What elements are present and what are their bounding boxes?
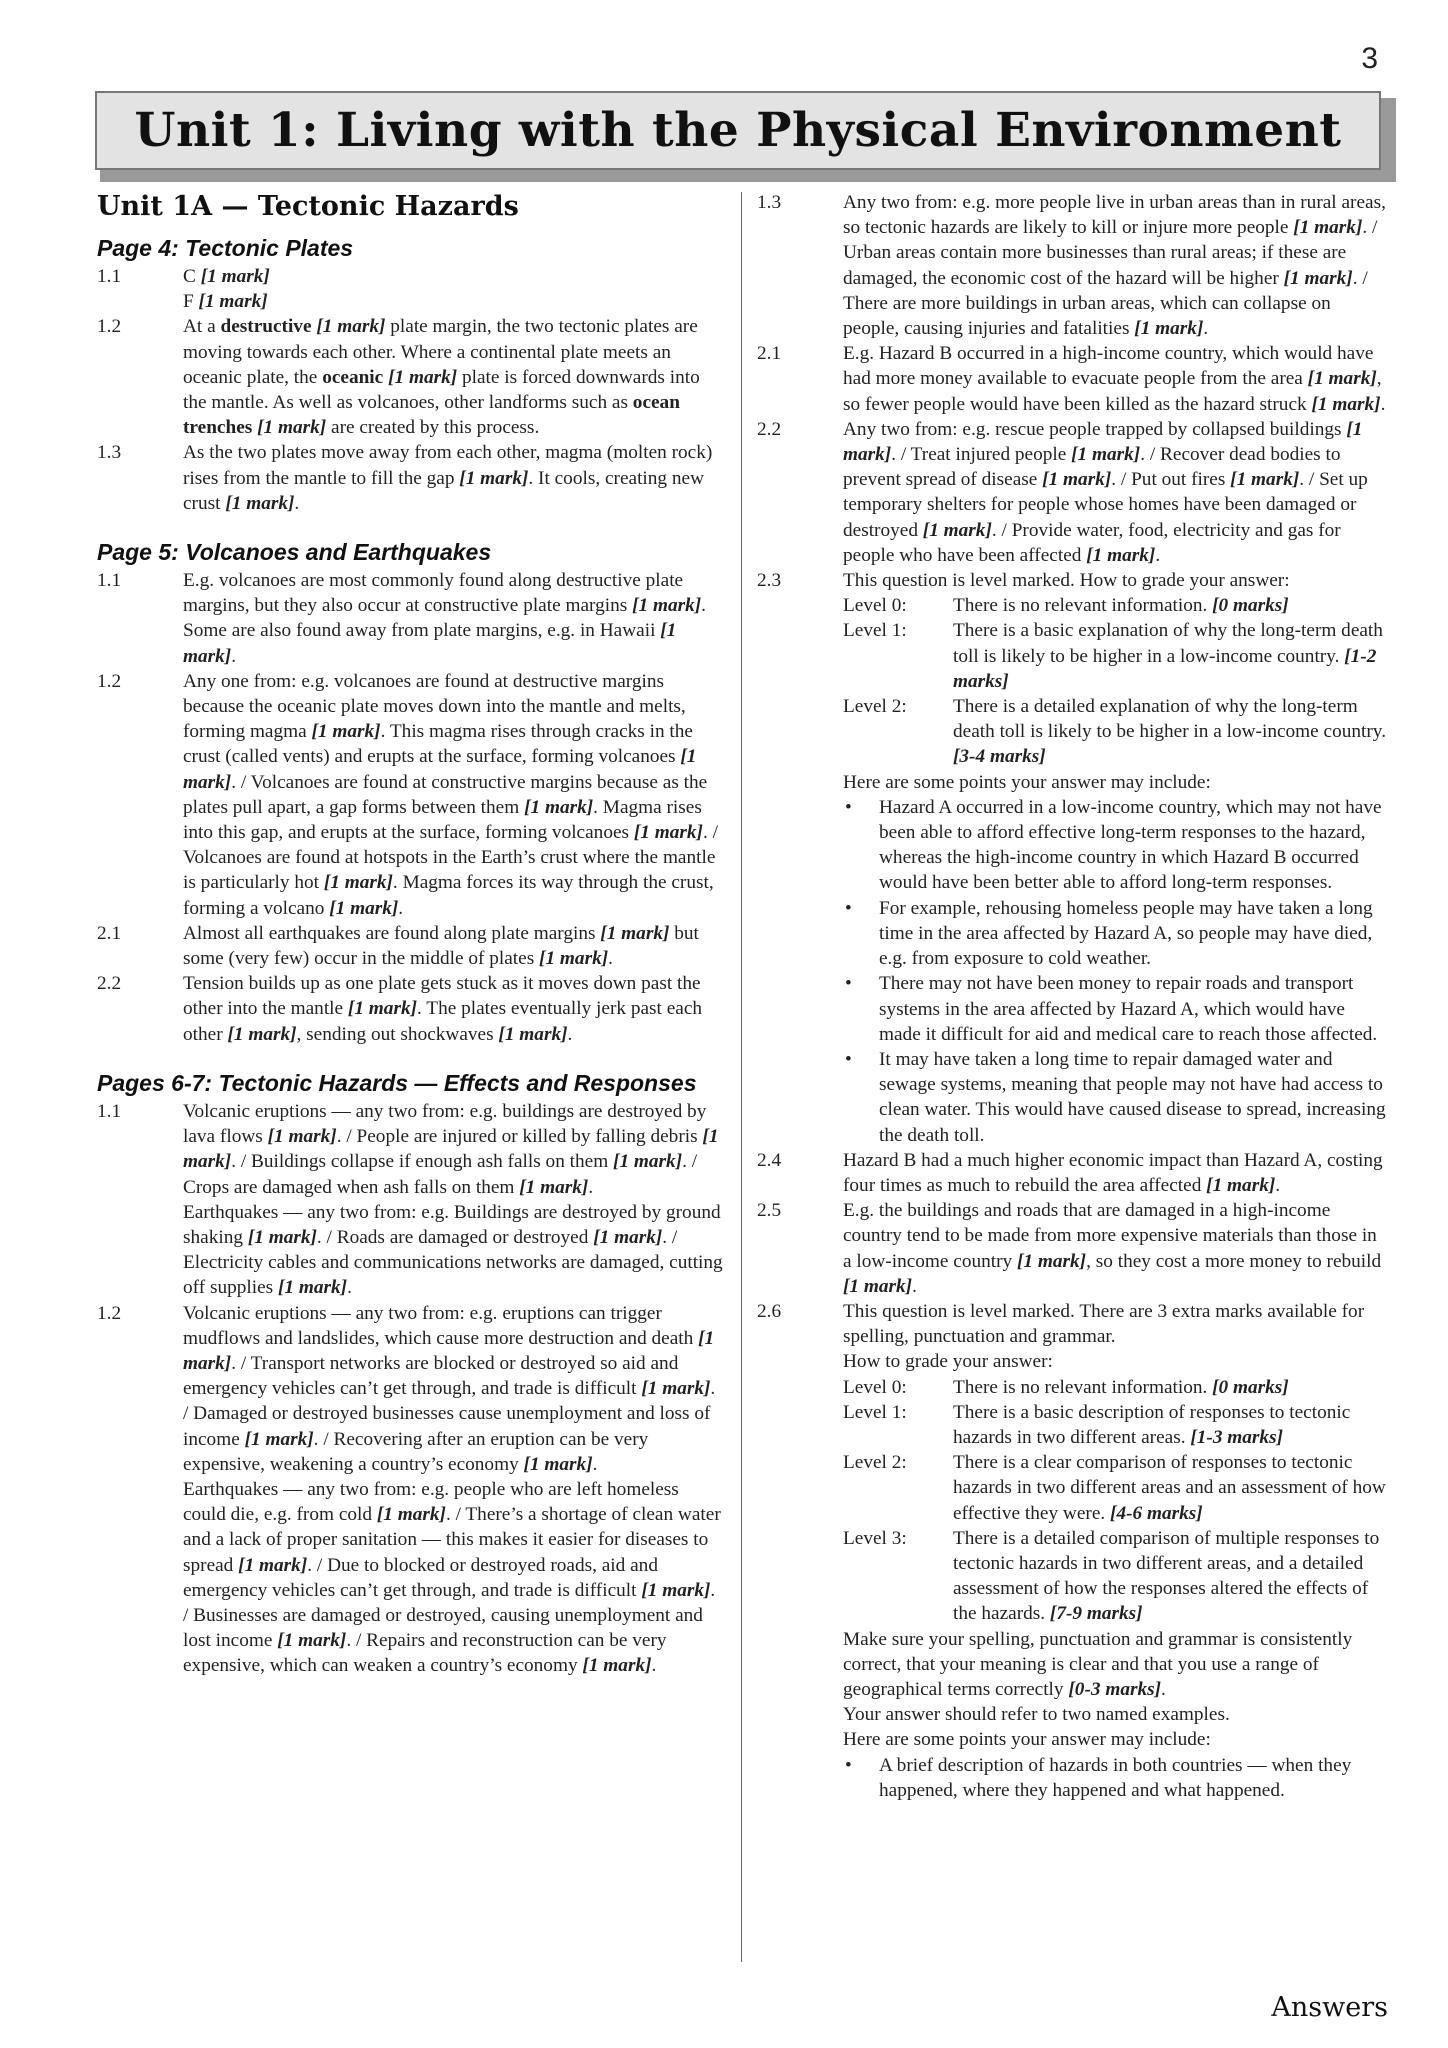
answer-text: [183, 440, 724, 516]
answer-text: [183, 921, 724, 971]
question-item: [97, 440, 724, 516]
mark-allocation: [1 mark]: [1230, 469, 1300, 491]
answer-paragraph: E.g. volcanoes are most commonly found along destructive plate margins, but they also occur at constructive plate margins [1 mark]. Some are also found away from plate margins, e.g. in Hawaii [1 mark].: [183, 570, 706, 667]
question-number: 2.1: [757, 343, 782, 365]
mark-allocation: [1 mark]: [376, 1504, 446, 1526]
answer-paragraph: Any two from: e.g. more people live in urban areas than in rural areas, so tectonic hazards are likely to kill or injure more people [1 mark]. / Urban areas contain more businesses than rural areas; if these are damaged, the economic cost of the hazard will be higher [1 mark]. / There are more buildings in urban areas, which can collapse on people, causing injuries and fatalities [1 mark].: [843, 192, 1386, 340]
answer-paragraph: Any two from: e.g. rescue people trapped by collapsed buildings [1 mark]. / Treat injured people [1 mark]. / Recover dead bodies to prevent spread of disease [1 mark]. / Put out fires [1 mark]. / Set up temporary shelters for people whose homes have been damaged or destroyed [1 mark]. / Provide water, food, electricity and gas for people who have been affected [1 mark].: [843, 418, 1368, 566]
question-item: [97, 669, 724, 921]
mark-allocation: [1 mark]: [183, 1327, 715, 1374]
answer-paragraph: Earthquakes — any two from: e.g. people who are left homeless could die, e.g. from cold [1 mark]. / There’s a shortage of clean water and a lack of proper sanitation — this makes it easier for diseases to spread [1 mark]. / Due to blocked or destroyed roads, aid and emergency vehicles can’t get through, and trade is difficult [1 mark]. / Businesses are damaged or destroyed, causing unemployment and lost income [1 mark]. / Repairs and reconstruction can be very expensive, which can weaken a country’s economy [1 mark].: [183, 1478, 721, 1677]
mark-allocation: [1 mark]: [524, 796, 594, 818]
mark-allocation: [1 mark]: [257, 417, 327, 439]
answer-text: [843, 417, 1389, 568]
question-number: 1.1: [97, 1100, 122, 1122]
question-number: 1.2: [97, 670, 122, 692]
mark-allocation: [1 mark]: [277, 1630, 347, 1652]
answer-paragraph: Volcanic eruptions — any two from: e.g. buildings are destroyed by lava flows [1 mark]. / People are injured or killed by falling debris [1 mark]. / Buildings collapse if enough ash falls on them [1 mark]. / Crops are damaged when ash falls on them [1 mark].: [183, 1100, 719, 1198]
mark-allocation: [1 mark]: [1017, 1250, 1087, 1272]
mark-allocation: [1 mark]: [539, 948, 609, 970]
mark-allocation: [1 mark]: [244, 1428, 314, 1450]
mark-allocation: [1 mark]: [388, 366, 458, 388]
answer-text: [183, 264, 724, 314]
level-label: Level 0:: [843, 1376, 907, 1398]
mark-allocation: [1 mark]: [843, 1275, 913, 1297]
level-label: Level 1:: [843, 620, 907, 642]
mark-allocation: [4-6 marks]: [1110, 1502, 1203, 1524]
answer-paragraph: Almost all earthquakes are found along plate margins [1 mark] but some (very few) occur in the middle of plates [1 mark].: [183, 922, 699, 970]
bullet-point: [843, 795, 1389, 896]
level-row: [843, 593, 1389, 618]
answer-paragraph: Hazard B had a much higher economic impact than Hazard A, costing four times as much to rebuild the area affected [1 mark].: [843, 1149, 1383, 1196]
left-column: [97, 190, 724, 1679]
answer-paragraph: This question is level marked. There are 3 extra marks available for spelling, punctuation and grammar.: [843, 1300, 1365, 1348]
question-item: [757, 1299, 1389, 1803]
answer-paragraph: Your answer should refer to two named examples.: [843, 1704, 1230, 1726]
level-description: There is a detailed comparison of multiple responses to tectonic hazards in two different areas, and a detailed assessment of how the responses altered the effects of the hazards. [7-9 marks]: [953, 1527, 1380, 1625]
mark-allocation: [1 mark]: [311, 721, 381, 743]
column-divider: [741, 192, 742, 1962]
mark-allocation: [1 mark]: [632, 595, 702, 617]
question-number: 1.2: [97, 1302, 122, 1324]
unit-heading: Unit 1A — Tectonic Hazards: [97, 191, 519, 222]
question-number: 1.2: [97, 316, 122, 338]
level-description: There is a basic explanation of why the long-term death toll is likely to be higher in a low-income country. [1-2 marks]: [953, 620, 1383, 692]
mark-allocation: [1 mark]: [582, 1655, 652, 1677]
question-number: 1.3: [97, 442, 122, 464]
answer-text: [843, 568, 1389, 1148]
question-number: 2.2: [757, 418, 782, 440]
answer-paragraph: F [1 mark]: [183, 291, 268, 313]
level-row: [843, 1400, 1389, 1450]
mark-allocation: [1-2 marks]: [953, 645, 1377, 692]
mark-allocation: [1 mark]: [613, 1151, 683, 1173]
question-item: [97, 921, 724, 971]
mark-allocation: [1 mark]: [459, 467, 529, 489]
question-item: [757, 568, 1389, 1148]
mark-allocation: [1 mark]: [1206, 1174, 1276, 1196]
mark-allocation: [1 mark]: [519, 1176, 589, 1198]
answer-text: [183, 971, 724, 1047]
question-number: 1.3: [757, 192, 782, 213]
mark-allocation: [1 mark]: [1311, 393, 1381, 415]
bullet-icon: •: [845, 1754, 852, 1776]
level-description: There is a detailed explanation of why the long-term death toll is likely to be higher in a low-income country. [3-4 marks]: [953, 696, 1387, 768]
mark-allocation: [1-3 marks]: [1190, 1426, 1283, 1448]
mark-allocation: [1 mark]: [1042, 469, 1112, 491]
page-number: 3: [1361, 42, 1378, 75]
mark-allocation: [1 mark]: [922, 519, 992, 541]
mark-allocation: [0-3 marks]: [1068, 1678, 1162, 1700]
question-item: [757, 1148, 1389, 1198]
key-term: ocean trenches: [183, 392, 680, 439]
mark-allocation: [1 mark]: [316, 316, 386, 338]
level-description: There is no relevant information. [0 marks]: [953, 595, 1289, 617]
mark-allocation: [1 mark]: [1086, 544, 1156, 566]
answer-text: [183, 1099, 724, 1301]
mark-allocation: [0 marks]: [1212, 1376, 1289, 1398]
mark-allocation: [1 mark]: [267, 1126, 337, 1148]
mark-allocation: [1 mark]: [238, 1554, 308, 1576]
section-gap: [97, 1047, 724, 1069]
mark-allocation: [1 mark]: [523, 1453, 593, 1475]
mark-allocation: [1 mark]: [183, 746, 697, 793]
level-row: [843, 618, 1389, 694]
mark-allocation: [1 mark]: [225, 492, 295, 514]
section-title: Pages 6-7: Tectonic Hazards — Effects and Responses: [97, 1069, 697, 1096]
question-number: 2.6: [757, 1300, 782, 1322]
question-item: [97, 971, 724, 1047]
bullet-text: For example, rehousing homeless people may have taken a long time in the area affected by Hazard A, so people may have died, e.g. from exposure to cold weather.: [879, 897, 1373, 970]
answer-paragraph: As the two plates move away from each other, magma (molten rock) rises from the mantle to fill the gap [1 mark]. It cools, creating new crust [1 mark].: [183, 442, 713, 514]
answer-paragraph: Any one from: e.g. volcanoes are found at destructive margins because the oceanic plate moves down into the mantle and melts, forming magma [1 mark]. This magma rises through cracks in the crust (called vents) and erupts at the surface, forming volcanoes [1 mark]. / Volcanoes are found at constructive margins because as the plates pull apart, a gap forms between them [1 mark]. Magma rises into this gap, and erupts at the surface, forming volcanoes [1 mark]. / Volcanoes are found at hotspots in the Earth’s crust where the mantle is particularly hot [1 mark]. Magma forces its way through the crust, forming a volcano [1 mark].: [183, 670, 718, 919]
mark-allocation: [7-9 marks]: [1049, 1603, 1143, 1625]
question-item: [757, 341, 1389, 417]
question-number: 2.5: [757, 1200, 782, 1222]
answer-text: [183, 669, 724, 921]
answer-text: [183, 568, 724, 669]
question-number: 1.1: [97, 266, 122, 287]
question-number: 1.1: [97, 570, 122, 592]
level-label: Level 2:: [843, 1452, 907, 1474]
level-description: There is no relevant information. [0 marks]: [953, 1376, 1289, 1398]
answer-text: [183, 314, 724, 440]
bullet-point: [843, 1753, 1389, 1803]
question-number: 2.2: [97, 973, 122, 995]
answer-paragraph: At a destructive [1 mark] plate margin, the two tectonic plates are moving towards each other. Where a continental plate meets an oceanic plate, the oceanic [1 mark] plate is forced downwards into the mantle. As well as volcanoes, other landforms such as ocean trenches [1 mark] are created by this process.: [183, 316, 700, 439]
answer-paragraph: E.g. the buildings and roads that are damaged in a high-income country tend to be made from more expensive materials than those in a low-income country [1 mark], so they cost a more money to rebuild [1 mark].: [843, 1200, 1382, 1297]
mark-allocation: [1 mark]: [498, 1023, 568, 1045]
level-row: [843, 1450, 1389, 1526]
section-gap: [97, 516, 724, 538]
banner-title: Unit 1: Living with the Physical Environment: [134, 103, 1342, 158]
answer-paragraph: Here are some points your answer may include:: [843, 771, 1211, 793]
answer-paragraph: Tension builds up as one plate gets stuck as it moves down past the other into the mantle [1 mark]. The plates eventually jerk past each other [1 mark], sending out shockwaves [1 mark].: [183, 973, 703, 1045]
answer-paragraph: Here are some points your answer may include:: [843, 1729, 1211, 1751]
answer-paragraph: Make sure your spelling, punctuation and grammar is consistently correct, that your meaning is clear and that you use a range of geographical terms correctly [0-3 marks].: [843, 1628, 1353, 1700]
mark-allocation: [1 mark]: [200, 266, 270, 287]
mark-allocation: [1 mark]: [1293, 217, 1363, 239]
mark-allocation: [1 mark]: [1307, 368, 1377, 390]
question-item: [97, 314, 724, 440]
mark-allocation: [1 mark]: [1071, 444, 1141, 466]
mark-allocation: [1 mark]: [183, 620, 677, 667]
unit-banner: [95, 91, 1381, 170]
bullet-point: [843, 1047, 1389, 1148]
mark-allocation: [1 mark]: [1283, 267, 1353, 289]
question-number: 2.4: [757, 1149, 782, 1171]
mark-allocation: [1 mark]: [277, 1277, 348, 1299]
bullet-point: [843, 971, 1389, 1047]
mark-allocation: [1 mark]: [227, 1023, 297, 1045]
bullet-text: A brief description of hazards in both countries — when they happened, where they happened and what happened.: [879, 1754, 1352, 1801]
answer-paragraph: Volcanic eruptions — any two from: e.g. eruptions can trigger mudflows and landslides, which cause more destruction and death [1 mark]. / Transport networks are blocked or destroyed so aid and emergency vehicles can’t get through, and trade is difficult [1 mark]. / Damaged or destroyed businesses cause unemployment and loss of income [1 mark]. / Recovering after an eruption can be very expensive, weakening a country’s economy [1 mark].: [183, 1302, 716, 1475]
section-title: Page 5: Volcanoes and Earthquakes: [97, 539, 492, 566]
bullet-icon: •: [845, 897, 852, 919]
mark-allocation: [1 mark]: [641, 1579, 711, 1601]
answer-text: [843, 1198, 1389, 1299]
mark-allocation: [1 mark]: [323, 872, 393, 894]
question-item: [97, 1301, 724, 1679]
answer-paragraph: E.g. Hazard B occurred in a high-income country, which would have had more money available to evacuate people from the area [1 mark], so fewer people would have been killed as the hazard struck [1 mark].: [843, 343, 1386, 415]
level-row: [843, 1526, 1389, 1627]
mark-allocation: [1 mark]: [641, 1378, 711, 1400]
question-item: [97, 1099, 724, 1301]
mark-allocation: [1 mark]: [633, 822, 703, 844]
mark-allocation: [1 mark]: [247, 1226, 317, 1248]
section-title: Page 4: Tectonic Plates: [97, 235, 354, 261]
right-column: [757, 190, 1389, 1803]
mark-allocation: [3-4 marks]: [953, 746, 1046, 768]
answer-paragraph: C [1 mark]: [183, 266, 270, 287]
bullet-icon: •: [845, 973, 852, 995]
bullet-icon: •: [845, 1048, 852, 1070]
mark-allocation: [1 mark]: [198, 291, 268, 313]
answer-paragraph: Earthquakes — any two from: e.g. Buildings are destroyed by ground shaking [1 mark]. / Roads are damaged or destroyed [1 mark]. / Electricity cables and communications networks are damaged, cutting off supplies [1 mark].: [183, 1201, 723, 1299]
level-label: Level 1:: [843, 1401, 907, 1423]
mark-allocation: [1 mark]: [1134, 318, 1204, 340]
answer-paragraph: How to grade your answer:: [843, 1351, 1053, 1373]
level-description: There is a basic description of responses to tectonic hazards in two different areas. [1-3 marks]: [953, 1401, 1351, 1448]
answer-text: [843, 1299, 1389, 1803]
level-label: Level 3:: [843, 1527, 907, 1549]
question-number: 2.1: [97, 922, 122, 944]
bullet-text: Hazard A occurred in a low-income country, which may not have been able to afford effective long-term responses to the hazard, whereas the high-income country in which Hazard B occurred would have been better able to afford long-term responses.: [879, 796, 1382, 894]
bullet-text: It may have taken a long time to repair damaged water and sewage systems, meaning that people may not have had access to clean water. This would have caused disease to spread, increasing the death toll.: [879, 1048, 1386, 1146]
level-label: Level 2:: [843, 696, 907, 718]
mark-allocation: [1 mark]: [347, 998, 418, 1020]
answer-paragraph: This question is level marked. How to grade your answer:: [843, 570, 1290, 592]
mark-allocation: [1 mark]: [183, 1126, 719, 1173]
answer-text: [843, 190, 1389, 341]
question-item: [757, 190, 1389, 341]
footer-label: Answers: [1271, 1992, 1388, 2023]
bullet-text: There may not have been money to repair roads and transport systems in the area affected by Hazard A, which would have made it difficult for aid and medical care to reach those affected.: [879, 973, 1378, 1045]
question-number: 2.3: [757, 570, 782, 592]
answer-text: [183, 1301, 724, 1679]
key-term: oceanic: [322, 366, 384, 388]
level-description: There is a clear comparison of responses to tectonic hazards in two different areas and an assessment of how effective they were. [4-6 marks]: [953, 1452, 1386, 1524]
answer-text: [843, 1148, 1389, 1198]
key-term: destructive: [220, 316, 312, 338]
bullet-icon: •: [845, 796, 852, 818]
question-item: [757, 1198, 1389, 1299]
level-row: [843, 694, 1389, 770]
mark-allocation: [1 mark]: [843, 418, 1363, 466]
question-item: [97, 568, 724, 669]
question-item: [757, 417, 1389, 568]
mark-allocation: [0 marks]: [1212, 595, 1289, 617]
answer-text: [843, 341, 1389, 417]
question-item: [97, 264, 724, 314]
bullet-point: [843, 896, 1389, 972]
level-row: [843, 1375, 1389, 1400]
level-label: Level 0:: [843, 595, 907, 617]
mark-allocation: [1 mark]: [600, 922, 670, 944]
mark-allocation: [1 mark]: [593, 1226, 663, 1248]
mark-allocation: [1 mark]: [329, 897, 399, 919]
